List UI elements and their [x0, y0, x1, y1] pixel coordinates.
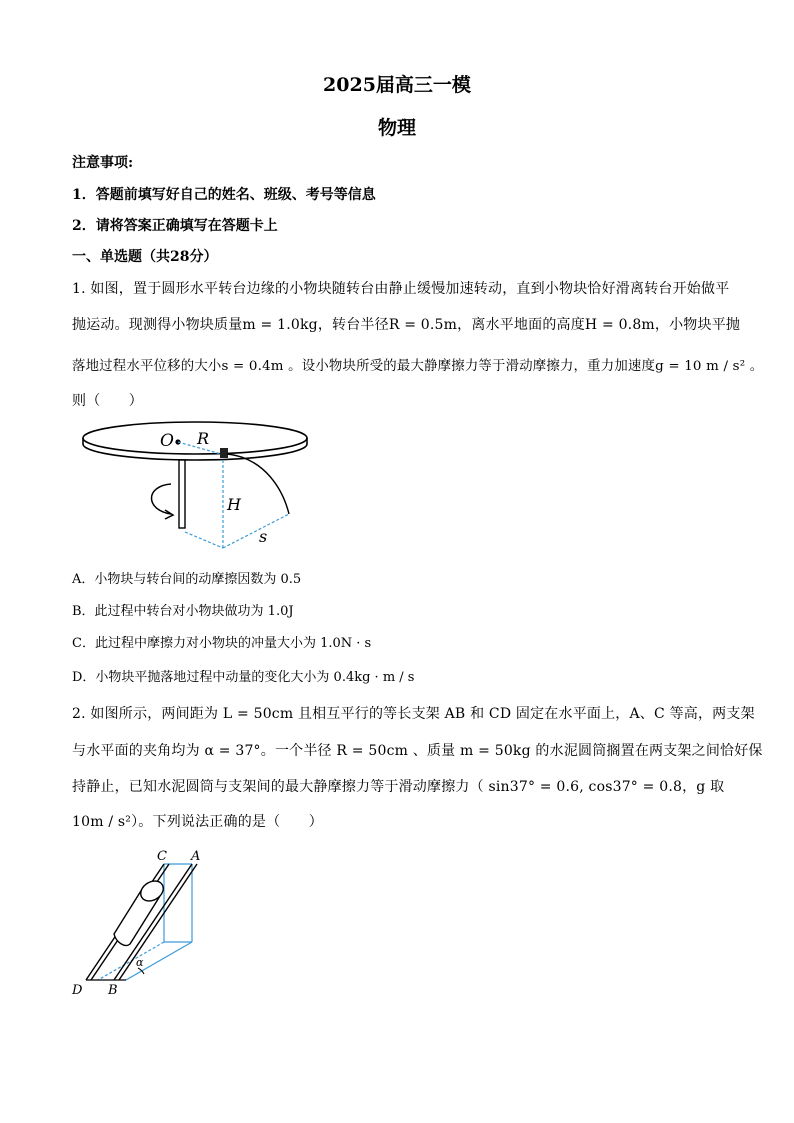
exam-title: 2025届高三一模: [323, 74, 471, 96]
section-heading: 一、单选题（共28分）: [72, 249, 218, 265]
label-s: s: [259, 527, 268, 546]
turntable-figure: [75, 418, 315, 558]
label-d: D: [72, 983, 83, 998]
notes-heading: 注意事项:: [72, 155, 134, 171]
q2-line-4: 10m / s²）。下列说法正确的是（ ）: [72, 814, 323, 830]
label-c: C: [157, 849, 167, 864]
q1-option-d: D．小物块平抛落地过程中动量的变化大小为 0.4kg · m / s: [72, 670, 415, 685]
q2-line-2: 与水平面的夹角均为 α = 37°。一个半径 R = 50cm 、质量 m = 50kg 的水泥圆筒搁置在两支架之间恰好保: [72, 743, 763, 759]
label-r: R: [197, 429, 210, 448]
subject-title: 物理: [377, 117, 416, 139]
label-alpha: α: [136, 956, 144, 969]
q2-line-3: 持静止，已知水泥圆筒与支架间的最大静摩擦力等于滑动摩擦力（ sin37° = 0.6, cos37° = 0.8，g 取: [72, 779, 725, 795]
label-b: B: [108, 983, 118, 998]
q1-line-1: 1. 如图，置于圆形水平转台边缘的小物块随转台由静止缓慢加速转动，直到小物块恰好滑离转台开始做平: [72, 281, 730, 297]
q1-option-c: C．此过程中摩擦力对小物块的冲量大小为 1.0N · s: [72, 636, 372, 651]
q1-line-4: 则（ ）: [72, 393, 143, 409]
q2-line-1: 2. 如图所示，两间距为 L = 50cm 且相互平行的等长支架 AB 和 CD 固定在水平面上，A、C 等高，两支架: [72, 706, 755, 722]
q1-option-a: A．小物块与转台间的动摩擦因数为 0.5: [72, 572, 302, 587]
q1-line-2: 抛运动。现测得小物块质量m = 1.0kg，转台半径R = 0.5m，离水平地面的高度H = 0.8m，小物块平抛: [72, 317, 741, 333]
q1-line-3: 落地过程水平位移的大小s = 0.4m 。设小物块所受的最大静摩擦力等于滑动摩擦力，重力加速度g = 10 m / s² 。: [72, 359, 764, 374]
cylinder-figure: [68, 848, 218, 998]
label-a: A: [191, 849, 201, 864]
note-item-1: 1．答题前填写好自己的姓名、班级、考号等信息: [72, 187, 376, 203]
note-item-2: 2．请将答案正确填写在答题卡上: [72, 218, 278, 234]
label-o: O: [160, 431, 174, 451]
q1-option-b: B．此过程中转台对小物块做功为 1.0J: [72, 604, 294, 619]
label-h: H: [227, 495, 241, 514]
